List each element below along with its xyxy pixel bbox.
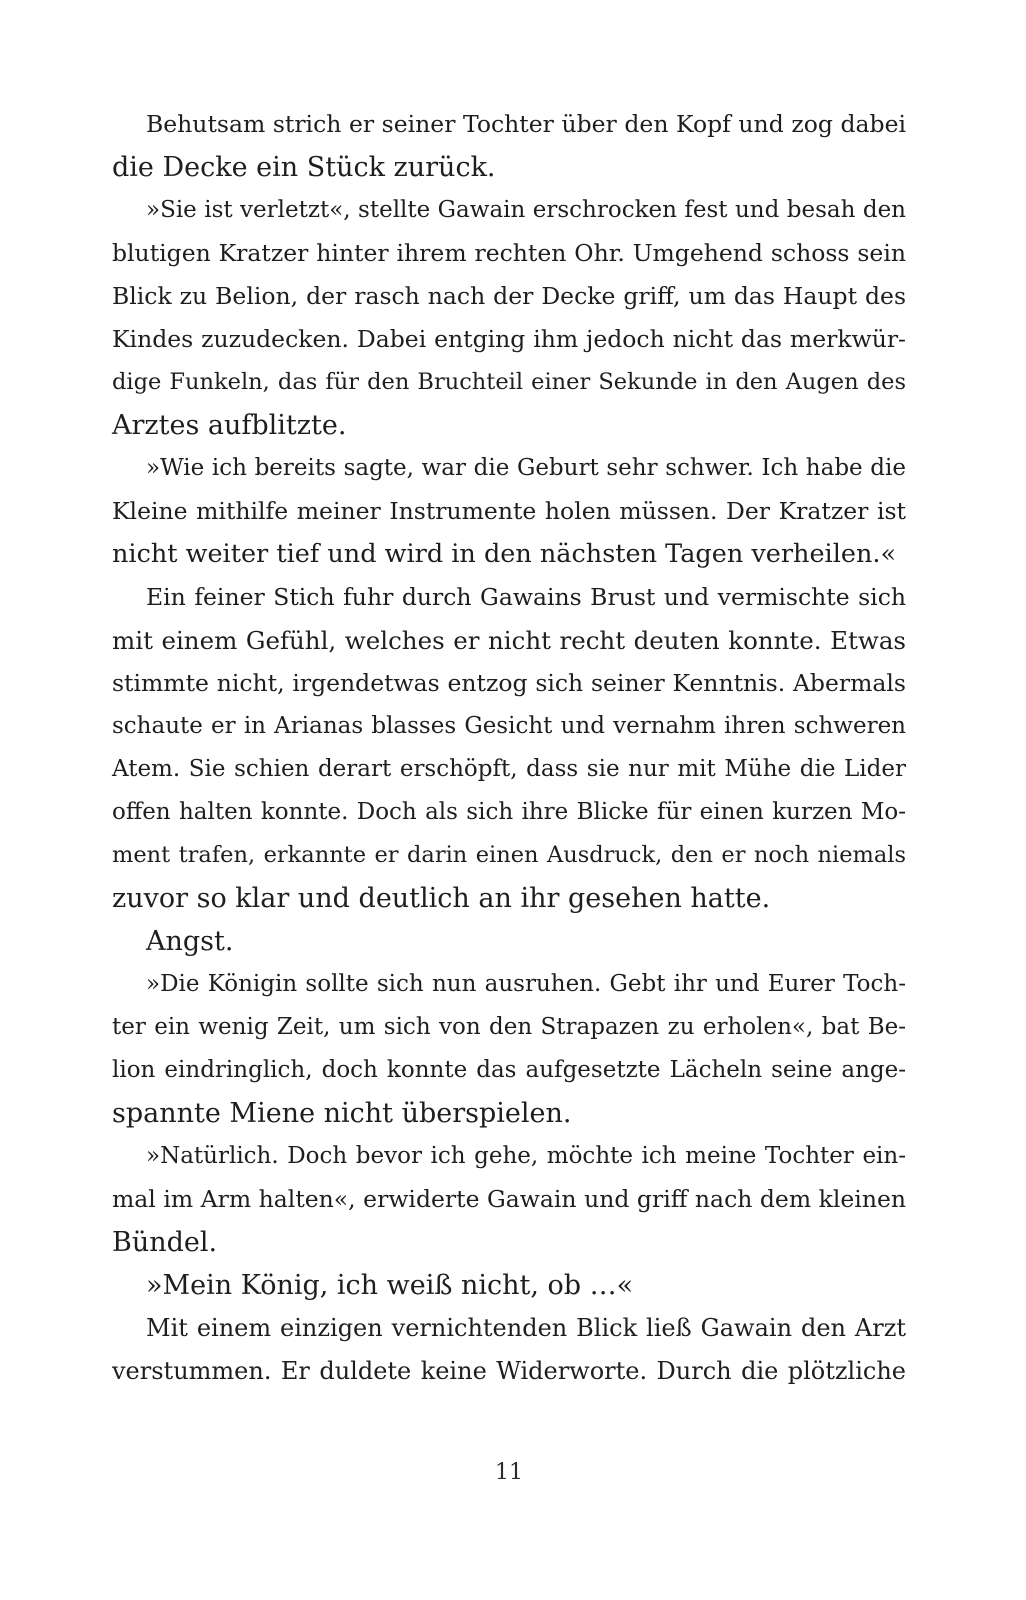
text-line: Angst. [146, 926, 234, 957]
text-line: mal im Arm halten«, erwiderte Gawain und griff nach dem kleinen [112, 1185, 906, 1213]
page-number: 11 [495, 1460, 523, 1485]
text-line: mit einem Gefühl, welches er nicht recht deuten konnte. Etwas [112, 626, 906, 655]
text-line: die Decke ein Stück zurück. [112, 152, 496, 183]
text-line: Bündel. [112, 1227, 218, 1258]
text-line: Blick zu Belion, der rasch nach der Decke griff, um das Haupt des [112, 282, 906, 310]
text-line: »Die Königin sollte sich nun ausruhen. Gebt ihr und Eurer Toch- [146, 971, 906, 997]
text-line: schaute er in Arianas blasses Gesicht und vernahm ihren schweren [112, 713, 906, 739]
text-line: dige Funkeln, das für den Bruchteil einer Sekunde in den Augen des [112, 369, 906, 395]
text-line: blutigen Kratzer hinter ihrem rechten Ohr. Umgehend schoss sein [112, 239, 906, 267]
text-line: spannte Miene nicht überspielen. [112, 1098, 572, 1129]
text-line: Ein feiner Stich fuhr durch Gawains Brust und vermischte sich [146, 583, 906, 611]
text-line: verstummen. Er duldete keine Widerworte. Durch die plötzliche [112, 1357, 906, 1385]
text-line: »Natürlich. Doch bevor ich gehe, möchte ich meine Tochter ein- [146, 1143, 906, 1169]
book-page [112, 0, 906, 1600]
text-line: »Sie ist verletzt«, stellte Gawain erschrocken fest und besah den [146, 197, 906, 223]
text-line: Kleine mithilfe meiner Instrumente holen müssen. Der Kratzer ist [112, 497, 906, 525]
text-line: Atem. Sie schien derart erschöpft, dass sie nur mit Mühe die Lider [112, 756, 906, 782]
text-line: stimmte nicht, irgendetwas entzog sich seiner Kenntnis. Abermals [112, 669, 906, 697]
text-line: Mit einem einzigen vernichtenden Blick ließ Gawain den Arzt [146, 1314, 906, 1342]
text-line: ter ein wenig Zeit, um sich von den Strapazen zu erholen«, bat Be- [112, 1014, 906, 1040]
text-line: nicht weiter tief und wird in den nächsten Tagen verheilen.« [112, 539, 897, 569]
text-line: Arztes aufblitzte. [112, 410, 347, 441]
text-line: Kindes zuzudecken. Dabei entging ihm jedoch nicht das merkwür- [112, 325, 906, 353]
text-line: »Mein König, ich weiß nicht, ob …« [146, 1270, 634, 1301]
text-line: Behutsam strich er seiner Tochter über den Kopf und zog dabei [146, 110, 906, 138]
text-line: ment trafen, erkannte er darin einen Ausdruck, den er noch niemals [112, 842, 906, 868]
text-line: zuvor so klar und deutlich an ihr gesehen hatte. [112, 883, 771, 914]
text-line: »Wie ich bereits sagte, war die Geburt sehr schwer. Ich habe die [146, 455, 906, 481]
text-line: offen halten konnte. Doch als sich ihre Blicke für einen kurzen Mo- [112, 799, 906, 825]
text-line: lion eindringlich, doch konnte das aufgesetzte Lächeln seine ange- [112, 1057, 906, 1083]
